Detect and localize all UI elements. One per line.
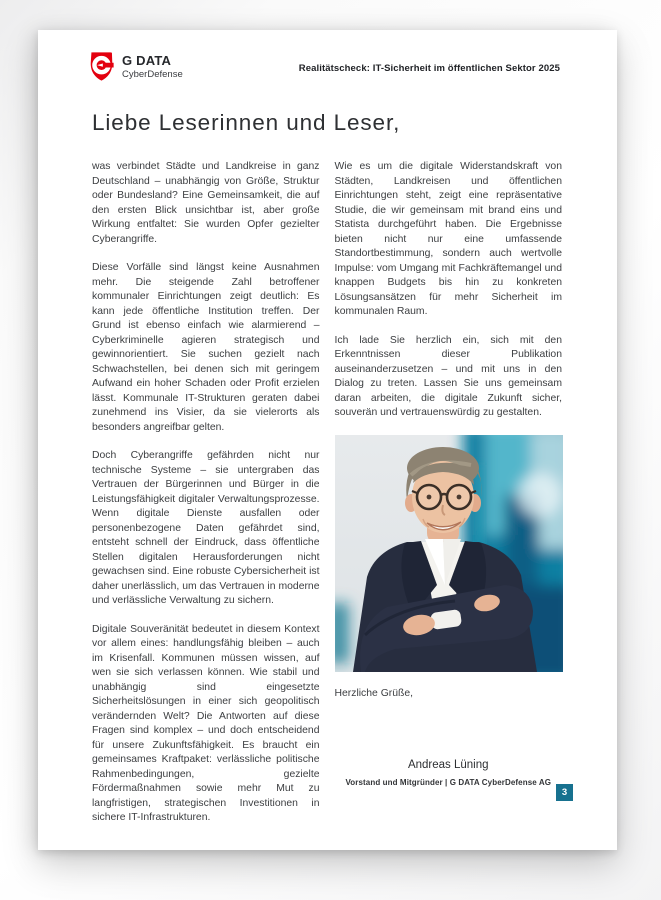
paragraph: Diese Vorfälle sind längst keine Ausnahmen mehr. Die steigende Zahl betroffener kommunaler Einrichtungen zeigt deutlich: Es kann jede öffentliche Institution treffen. Der Grund ist ebenso einfach wie alarmierend – Cyberkriminelle agieren strategisch und gewinnorientiert. Sie suchen gezielt nach Schwachstellen, bei denen sich mit geringem Aufwand ein hoher Schaden oder Profit erzielen lässt. Kommunale IT-Strukturen geraten dabei zunehmend ins Visier, da sie vielerorts als besonders angreifbar gelten. <box>92 262 320 433</box>
paragraph: Wie es um die digitale Widerstandskraft von Städten, Landkreisen und öffentlichen Einrichtungen steht, zeigt eine repräsentative Studie, die wir gemeinsam mit brand eins und Statista durchgeführt haben. Die Ergebnisse bieten nicht nur eine umfassende Standortbestimmung, sondern auch wertvolle Impulse: vom Umgang mit Fachkräftemangel und knappen Budgets bis hin zu konkreten Lösungsansätzen für mehr Sicherheit im kommunalen Raum. <box>334 161 562 317</box>
gdata-logo <box>88 51 183 82</box>
document-page <box>38 30 617 850</box>
gdata-shield-icon <box>88 51 115 82</box>
report-title: Realitätscheck: IT-Sicherheit im öffentlichen Sektor 2025 <box>298 63 560 74</box>
paragraph: Doch Cyberangriffe gefährden nicht nur technische Systeme – sie untergraben das Vertrauen der Bürgerinnen und Bürger in die Leistungsfähigkeit digitaler Verwaltungsprozesse. Wenn digitale Dienste ausfallen oder personenbezogene Daten gefährdet sind, entsteht schnell der Eindruck, dass öffentliche Stellen digitalen Herausforderungen nicht gewachsen sind. Eine robuste Cybersicherheit ist daher unerlässlich, um das Vertrauen in moderne und verlässliche Verwaltung zu sichern. <box>92 450 320 606</box>
body-columns <box>92 160 562 840</box>
closing-salutation: Herzliche Grüße, <box>334 687 414 699</box>
paragraph: Ich lade Sie herzlich ein, sich mit den Erkenntnissen dieser Publikation auseinanderzusetzen – und mit uns in den Dialog zu treten. Lassen Sie uns gemeinsam daran arbeiten, die digitale Zukunft sicher, souverän und vertrauenswürdig zu gestalten. <box>334 334 562 418</box>
paragraph: Digitale Souveränität bedeutet in diesem Kontext vor allem eines: handlungsfähig bleiben – auch im Krisenfall. Kommunen müssen wissen, auf wen sie sich verlassen können. Wie stabil und unabhängig sind eingesetzte Sicherheitslösungen in einer sich geopolitisch verändernden Welt? Die Antworten auf diese Fragen sind komplex – und doch entscheidend für unsere Zukunftsfähigkeit. Es braucht ein gemeinsames Kraftpaket: verlässliche politische Rahmenbedingungen, gezielte Fördermaßnahmen sowie mehr Mut zu langfristigen, strategischen Investitionen in sichere IT-Infrastrukturen. <box>92 623 320 823</box>
signature-space <box>335 699 563 759</box>
page-number-badge: 3 <box>556 784 573 801</box>
right-column <box>335 160 563 840</box>
page-title: Liebe Leserinnen und Leser, <box>92 110 401 135</box>
left-column <box>92 160 320 840</box>
gdata-logo-text <box>122 51 183 80</box>
logo-brand: G DATA <box>122 53 172 68</box>
signer-name: Andreas Lüning <box>407 758 489 771</box>
portrait-photo <box>335 435 563 672</box>
signer-role: Vorstand und Mitgründer | G DATA CyberDefense AG <box>345 777 552 787</box>
logo-subtitle: CyberDefense <box>122 69 183 80</box>
paragraph: was verbindet Städte und Landkreise in ganz Deutschland – unabhängig von Größe, Struktur oder Bundesland? Eine Gemeinsamkeit, die auf den ersten Blick unsichtbar ist, aber große Wirkung entfaltet: Sie wurden Opfer gezielter Cyberangriffe. <box>92 161 320 245</box>
